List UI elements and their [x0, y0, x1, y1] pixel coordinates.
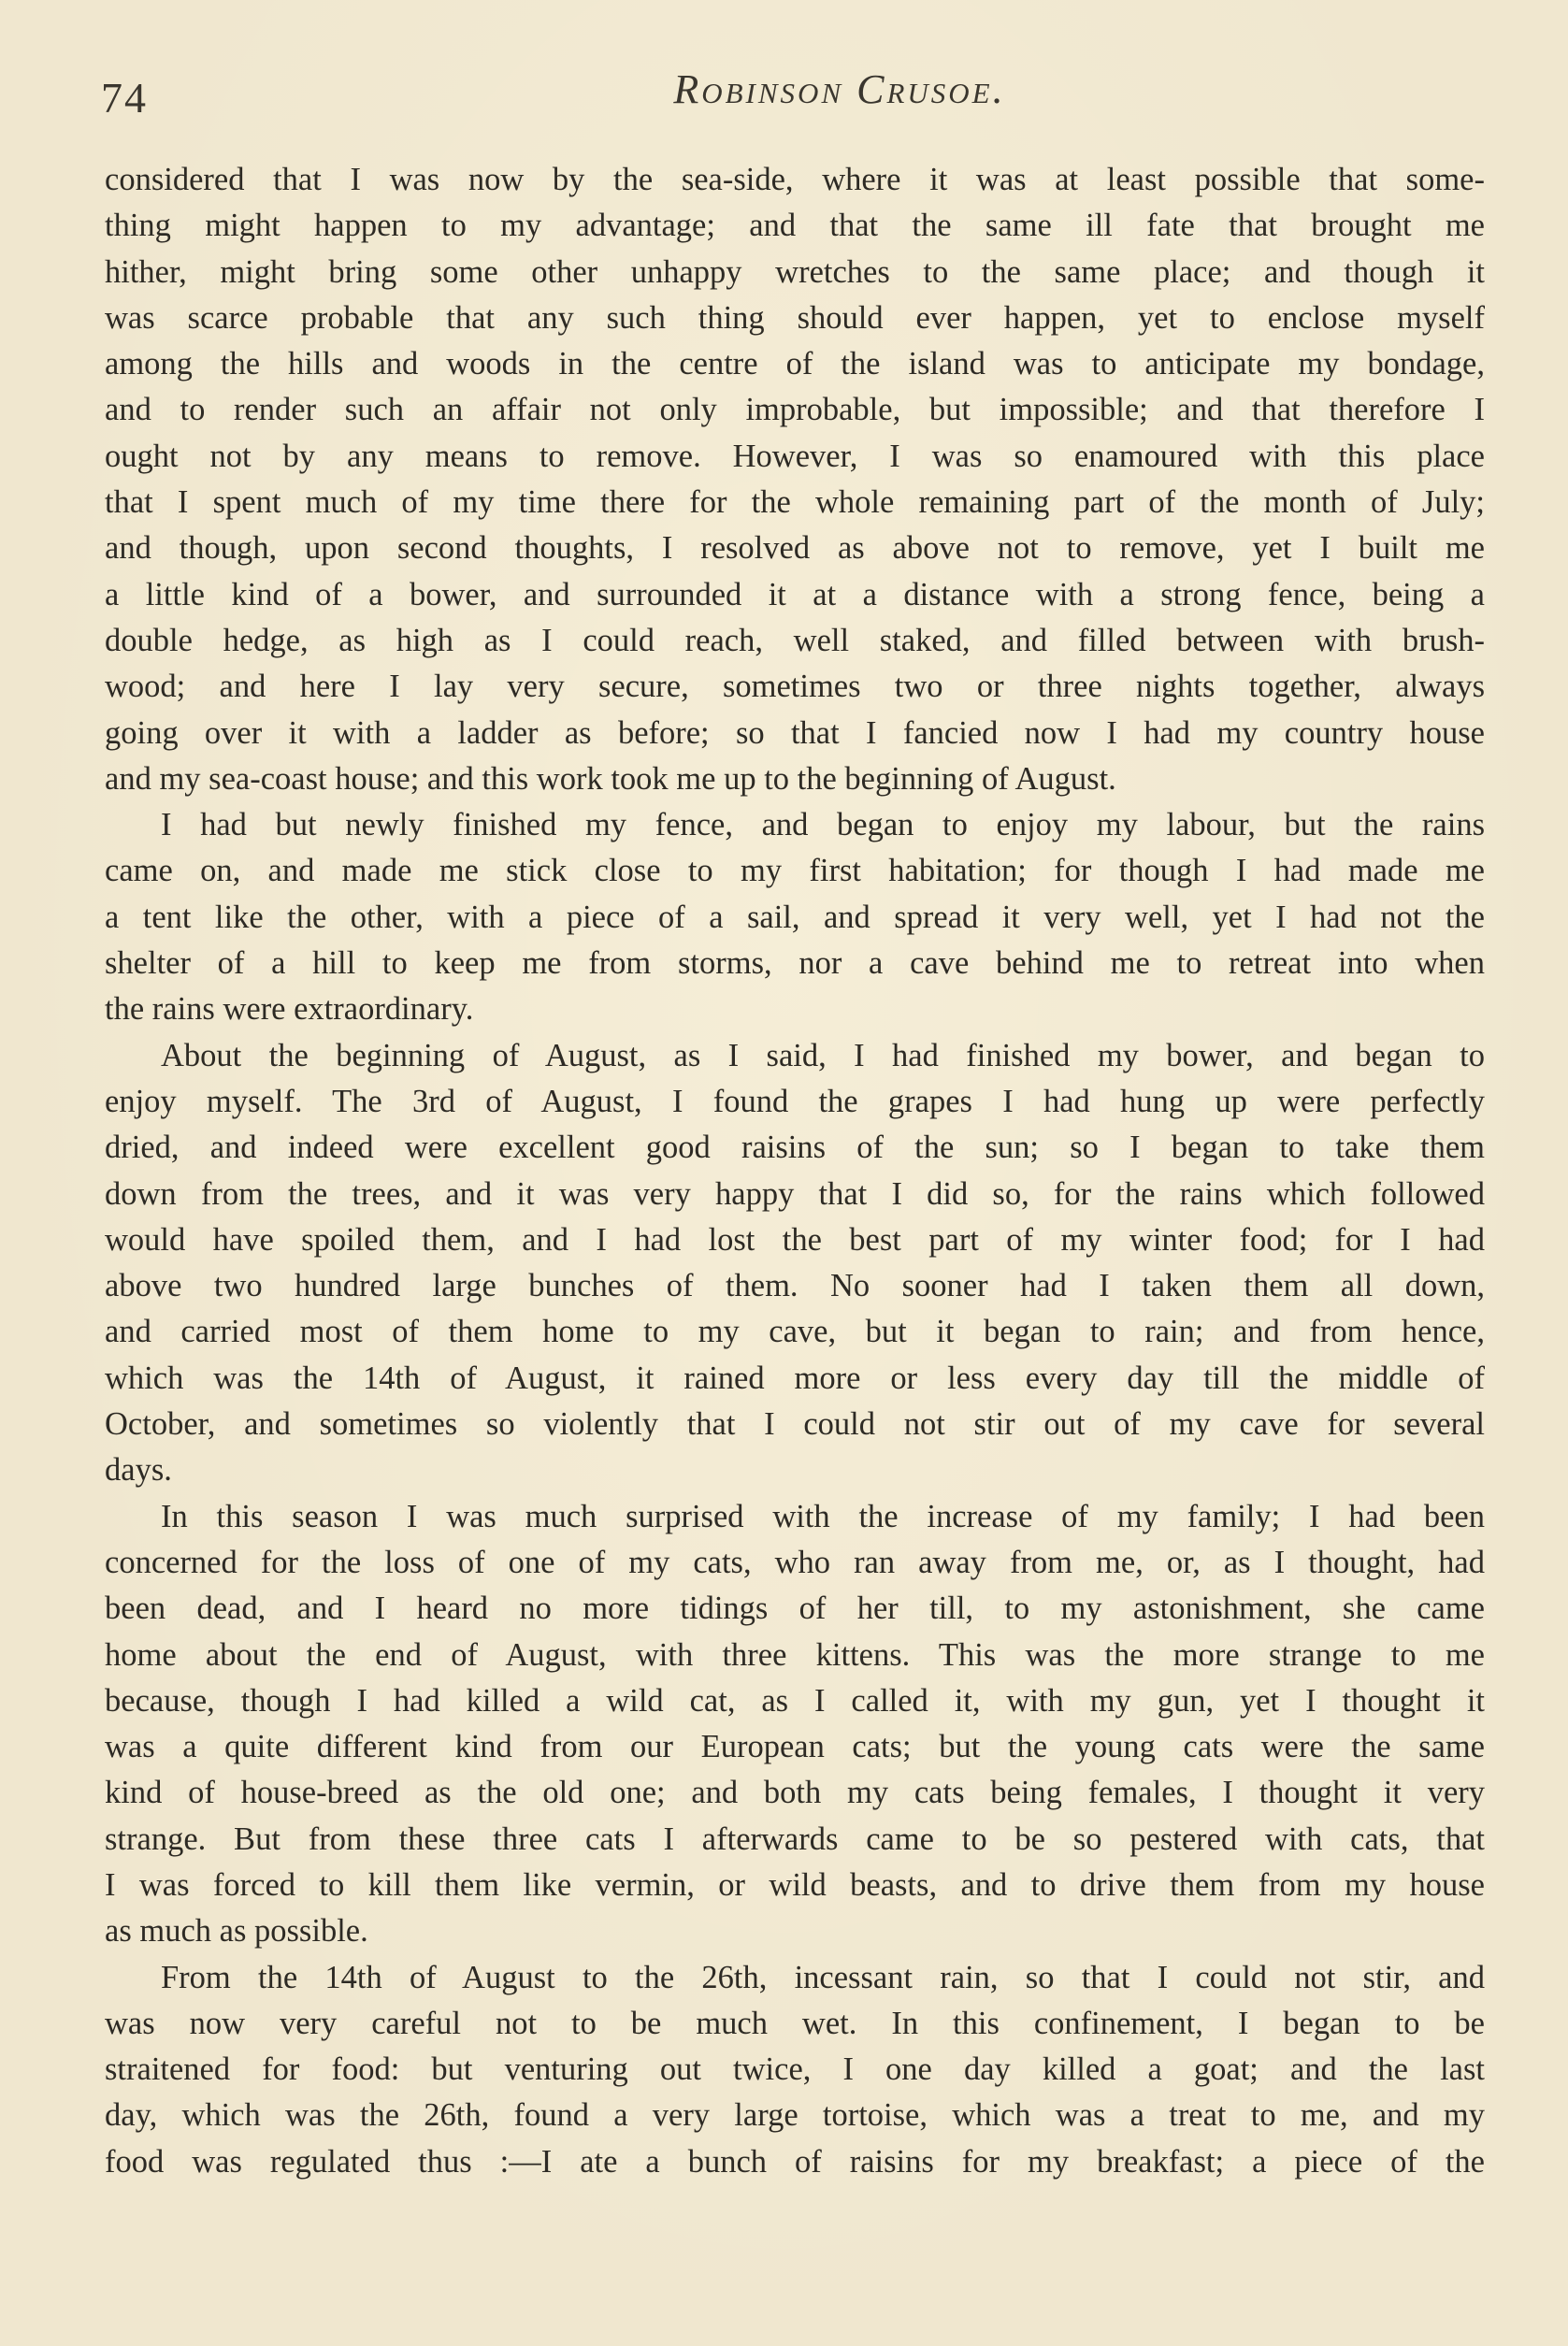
text-line: was scarce probable that any such thing should ever happen, yet to enclose myself [105, 299, 1485, 336]
text-line: was now very careful not to be much wet. In this confinement, I began to be [105, 2005, 1485, 2041]
text-line: In this season I was much surprised with the increase of my family; I had been [161, 1498, 1485, 1534]
text-line: dried, and indeed were excellent good raisins of the sun; so I began to take them [105, 1130, 1485, 1166]
text-line: wood; and here I lay very secure, sometimes two or three nights together, always [105, 669, 1485, 705]
text-line: food was regulated thus :—I ate a bunch of raisins for my breakfast; a piece of the [105, 2143, 1485, 2180]
text-line: because, though I had killed a wild cat, as I called it, with my gun, yet I thought it [105, 1682, 1485, 1719]
text-line: that I spent much of my time there for the whole remaining part of the month of July; [105, 484, 1485, 521]
text-line: down from the trees, and it was very happy that I did so, for the rains which followed [105, 1175, 1485, 1212]
text-line: enjoy myself. The 3rd of August, I found the grapes I had hung up were perfectly [105, 1083, 1485, 1119]
text-line: strange. But from these three cats I afterwards came to be so pestered with cats, that [105, 1821, 1485, 1857]
text-line: From the 14th of August to the 26th, incessant rain, so that I could not stir, and [161, 1959, 1485, 1995]
text-line: I had but newly finished my fence, and began to enjoy my labour, but the rains [161, 807, 1485, 843]
text-line: the rains were extraordinary. [105, 991, 474, 1028]
text-line: among the hills and woods in the centre of the island was to anticipate my bondage, [105, 346, 1485, 382]
text-line: which was the 14th of August, it rained more or less every day till the middle of [105, 1360, 1485, 1396]
text-line: and my sea-coast house; and this work took me up to the beginning of August. [105, 760, 1116, 797]
text-line: concerned for the loss of one of my cats, who ran away from me, or, as I thought, had [105, 1544, 1485, 1580]
text-line: double hedge, as high as I could reach, well staked, and filled between with brush- [105, 622, 1485, 658]
text-line: a tent like the other, with a piece of a sail, and spread it very well, yet I had not the [105, 899, 1485, 935]
page-header [101, 65, 1485, 131]
text-line: above two hundred large bunches of them. No sooner had I taken them all down, [105, 1268, 1485, 1304]
text-line: considered that I was now by the sea-side, where it was at least possible that some- [105, 162, 1485, 197]
text-line: About the beginning of August, as I said, I had finished my bower, and began to [161, 1037, 1485, 1073]
text-line: hither, might bring some other unhappy wretches to the same place; and though it [105, 253, 1485, 290]
running-title: Robinson Crusoe. [673, 66, 1006, 112]
text-line: and to render such an affair not only improbable, but impossible; and that therefore I [105, 392, 1485, 428]
text-line: kind of house-breed as the old one; and both my cats being females, I thought it very [105, 1775, 1485, 1811]
text-line: day, which was the 26th, found a very large tortoise, which was a treat to me, and my [105, 2097, 1485, 2134]
page-number: 74 [101, 74, 148, 122]
text-line: October, and sometimes so violently that I could not stir out of my cave for several [105, 1406, 1485, 1443]
text-line: days. [105, 1452, 172, 1489]
text-line: I was forced to kill them like vermin, or wild beasts, and to drive them from my house [105, 1866, 1485, 1903]
text-line: been dead, and I heard no more tidings of her till, to my astonishment, she came [105, 1590, 1485, 1627]
text-line: and carried most of them home to my cave, but it began to rain; and from hence, [105, 1314, 1485, 1350]
text-line: straitened for food: but venturing out twice, I one day killed a goat; and the last [105, 2051, 1485, 2088]
text-line: shelter of a hill to keep me from storms, nor a cave behind me to retreat into when [105, 945, 1485, 982]
text-line: home about the end of August, with three kittens. This was the more strange to me [105, 1636, 1485, 1673]
text-line: was a quite different kind from our European cats; but the young cats were the same [105, 1729, 1485, 1765]
text-line: thing might happen to my advantage; and that the same ill fate that brought me [105, 208, 1485, 244]
body-text [105, 157, 1485, 2185]
text-line: came on, and made me stick close to my first habitation; for though I had made me [105, 853, 1485, 889]
text-line: going over it with a ladder as before; so that I fancied now I had my country house [105, 714, 1485, 751]
text-line: and though, upon second thoughts, I resolved as above not to remove, yet I built me [105, 530, 1485, 567]
text-line: would have spoiled them, and I had lost the best part of my winter food; for I had [105, 1221, 1485, 1258]
text-line: as much as possible. [105, 1913, 368, 1950]
text-line: a little kind of a bower, and surrounded it at a distance with a strong fence, being a [105, 576, 1485, 612]
text-line: ought not by any means to remove. However, I was so enamoured with this place [105, 438, 1485, 474]
